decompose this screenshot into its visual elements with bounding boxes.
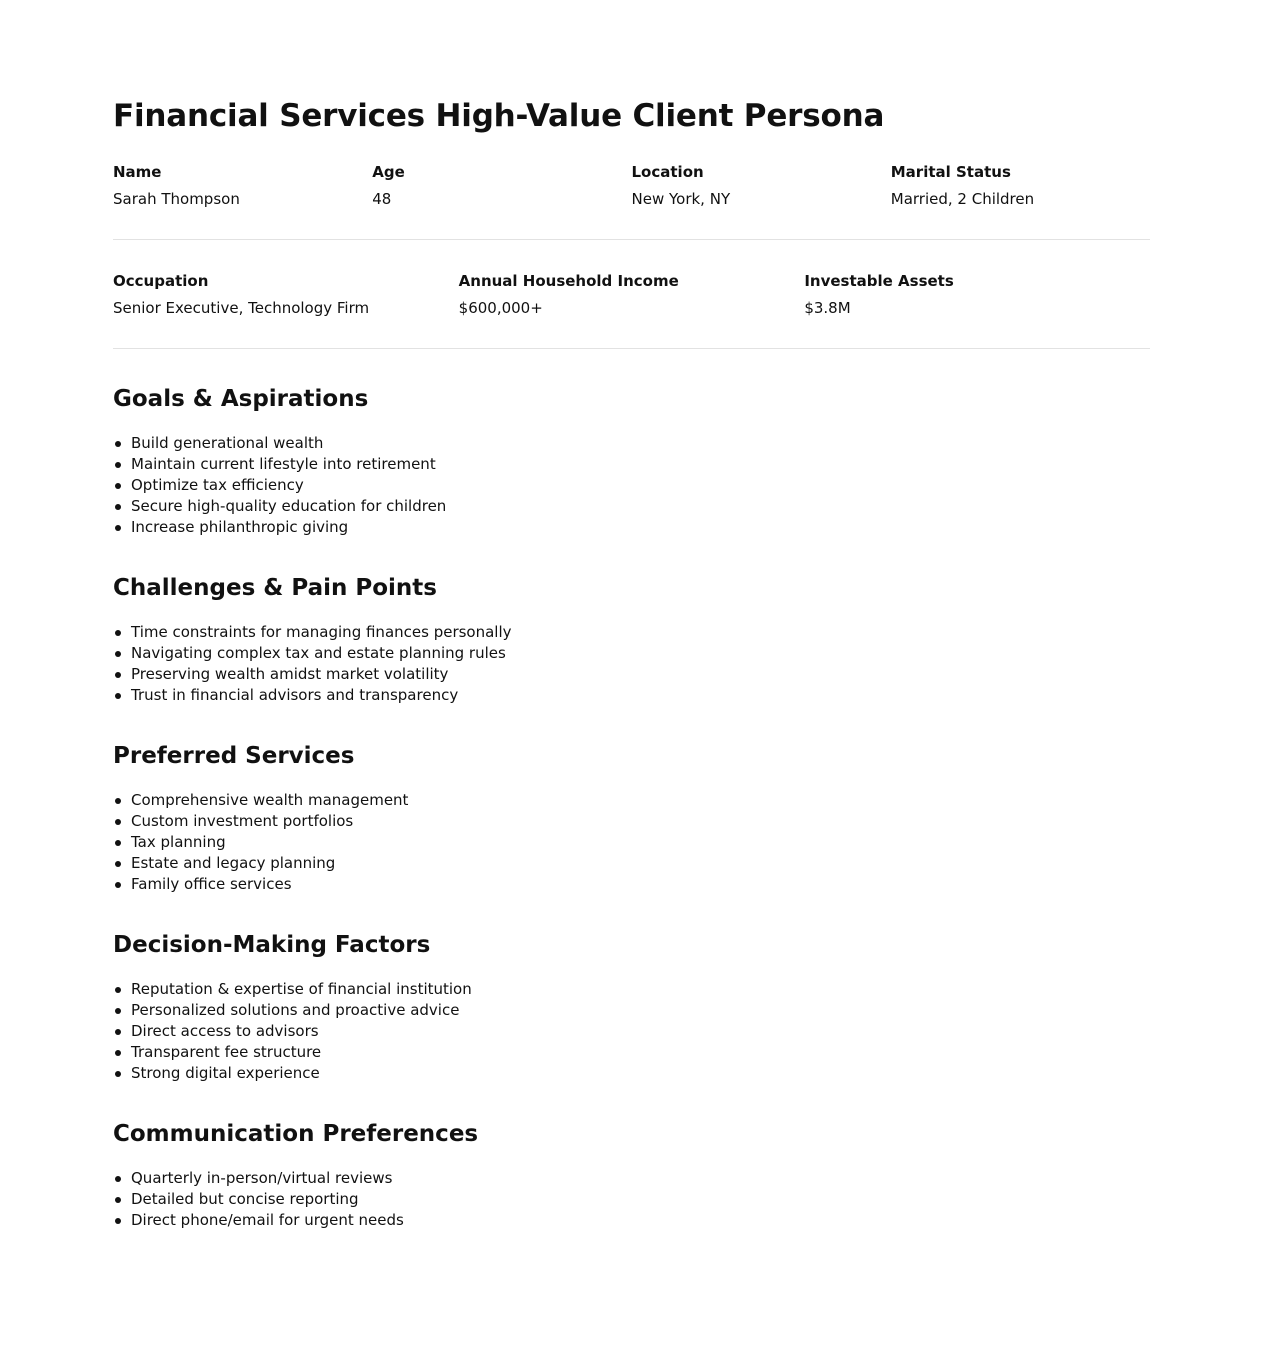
list-item	[131, 664, 1150, 685]
bullet-icon	[115, 861, 121, 867]
list-item	[131, 685, 1150, 706]
list-item	[131, 1063, 1150, 1084]
bullet-icon	[115, 462, 121, 468]
list-item-text: Strong digital experience	[131, 1064, 320, 1082]
field-occupation	[113, 271, 459, 318]
list-item	[131, 853, 1150, 874]
list-item-text: Increase philanthropic giving	[131, 518, 349, 536]
list-item	[131, 475, 1150, 496]
list-item	[131, 1210, 1150, 1231]
list-item	[131, 1021, 1150, 1042]
field-label: Location	[631, 163, 704, 181]
bullet-icon	[115, 483, 121, 489]
list-item	[131, 811, 1150, 832]
field-label: Annual Household Income	[458, 272, 679, 290]
field-name	[113, 162, 372, 209]
bullet-icon	[115, 1197, 121, 1203]
field-investable-assets	[804, 271, 1150, 318]
list-item	[131, 874, 1150, 895]
list-item-text: Family office services	[131, 875, 292, 893]
list-item-text: Personalized solutions and proactive advice	[131, 1001, 460, 1019]
field-value: 48	[372, 190, 392, 208]
section-decision-factors	[113, 929, 1150, 1084]
page-title: Financial Services High-Value Client Persona	[113, 98, 885, 134]
bullet-icon	[115, 840, 121, 846]
list-item-text: Detailed but concise reporting	[131, 1190, 359, 1208]
field-label: Marital Status	[890, 163, 1011, 181]
bullet-icon	[115, 1008, 121, 1014]
field-marital-status	[891, 162, 1150, 209]
bullet-icon	[115, 1029, 121, 1035]
field-location	[632, 162, 891, 209]
section-heading: Challenges & Pain Points	[113, 575, 437, 601]
field-value: $600,000+	[458, 299, 543, 317]
bullet-icon	[115, 525, 121, 531]
bullet-icon	[115, 504, 121, 510]
list-item-text: Trust in financial advisors and transparency	[131, 686, 459, 704]
list-item	[131, 496, 1150, 517]
field-value: New York, NY	[631, 190, 731, 208]
field-annual-income	[459, 271, 805, 318]
section-heading: Goals & Aspirations	[113, 386, 369, 412]
persona-page	[113, 0, 1150, 1231]
list-item-text: Preserving wealth amidst market volatility	[131, 665, 449, 683]
field-age	[372, 162, 631, 209]
list-item	[131, 1000, 1150, 1021]
field-value: Married, 2 Children	[890, 190, 1035, 208]
list-item-text: Tax planning	[131, 833, 226, 851]
list-item	[131, 1042, 1150, 1063]
list-item	[131, 643, 1150, 664]
list-item-text: Quarterly in-person/virtual reviews	[131, 1169, 393, 1187]
bullet-icon	[115, 651, 121, 657]
decision-factors-list	[113, 979, 1150, 1084]
field-label: Age	[372, 163, 405, 181]
list-item-text: Navigating complex tax and estate planning rules	[131, 644, 506, 662]
profile-financial-info	[113, 240, 1150, 349]
section-heading: Decision-Making Factors	[113, 932, 431, 958]
profile-basic-info	[113, 162, 1150, 240]
list-item-text: Direct access to advisors	[131, 1022, 319, 1040]
bullet-icon	[115, 441, 121, 447]
field-label: Name	[113, 163, 162, 181]
list-item-text: Reputation & expertise of financial institution	[131, 980, 472, 998]
list-item-text: Estate and legacy planning	[131, 854, 336, 872]
bullet-icon	[115, 693, 121, 699]
list-item	[131, 622, 1150, 643]
goals-list	[113, 433, 1150, 538]
section-heading: Preferred Services	[113, 743, 355, 769]
field-value: Sarah Thompson	[113, 190, 240, 208]
list-item	[131, 790, 1150, 811]
list-item-text: Direct phone/email for urgent needs	[131, 1211, 404, 1229]
field-label: Occupation	[113, 272, 209, 290]
list-item-text: Secure high-quality education for children	[131, 497, 447, 515]
section-heading: Communication Preferences	[113, 1121, 479, 1147]
bullet-icon	[115, 1176, 121, 1182]
communication-list	[113, 1168, 1150, 1231]
list-item	[131, 433, 1150, 454]
list-item-text: Time constraints for managing finances personally	[131, 623, 512, 641]
challenges-list	[113, 622, 1150, 706]
list-item-text: Comprehensive wealth management	[131, 791, 409, 809]
bullet-icon	[115, 1050, 121, 1056]
list-item-text: Maintain current lifestyle into retirement	[131, 455, 436, 473]
services-list	[113, 790, 1150, 895]
field-label: Investable Assets	[804, 272, 954, 290]
list-item-text: Custom investment portfolios	[131, 812, 354, 830]
list-item	[131, 979, 1150, 1000]
bullet-icon	[115, 882, 121, 888]
bullet-icon	[115, 819, 121, 825]
bullet-icon	[115, 672, 121, 678]
bullet-icon	[115, 1071, 121, 1077]
section-challenges	[113, 572, 1150, 706]
section-communication-preferences	[113, 1118, 1150, 1231]
list-item	[131, 517, 1150, 538]
list-item	[131, 1189, 1150, 1210]
bullet-icon	[115, 798, 121, 804]
field-value: $3.8M	[804, 299, 851, 317]
bullet-icon	[115, 630, 121, 636]
list-item-text: Transparent fee structure	[131, 1043, 322, 1061]
list-item-text: Optimize tax efficiency	[131, 476, 304, 494]
section-preferred-services	[113, 740, 1150, 895]
bullet-icon	[115, 1218, 121, 1224]
list-item-text: Build generational wealth	[131, 434, 324, 452]
section-goals	[113, 383, 1150, 538]
list-item	[131, 832, 1150, 853]
bullet-icon	[115, 987, 121, 993]
field-value: Senior Executive, Technology Firm	[113, 299, 370, 317]
list-item	[131, 454, 1150, 475]
list-item	[131, 1168, 1150, 1189]
